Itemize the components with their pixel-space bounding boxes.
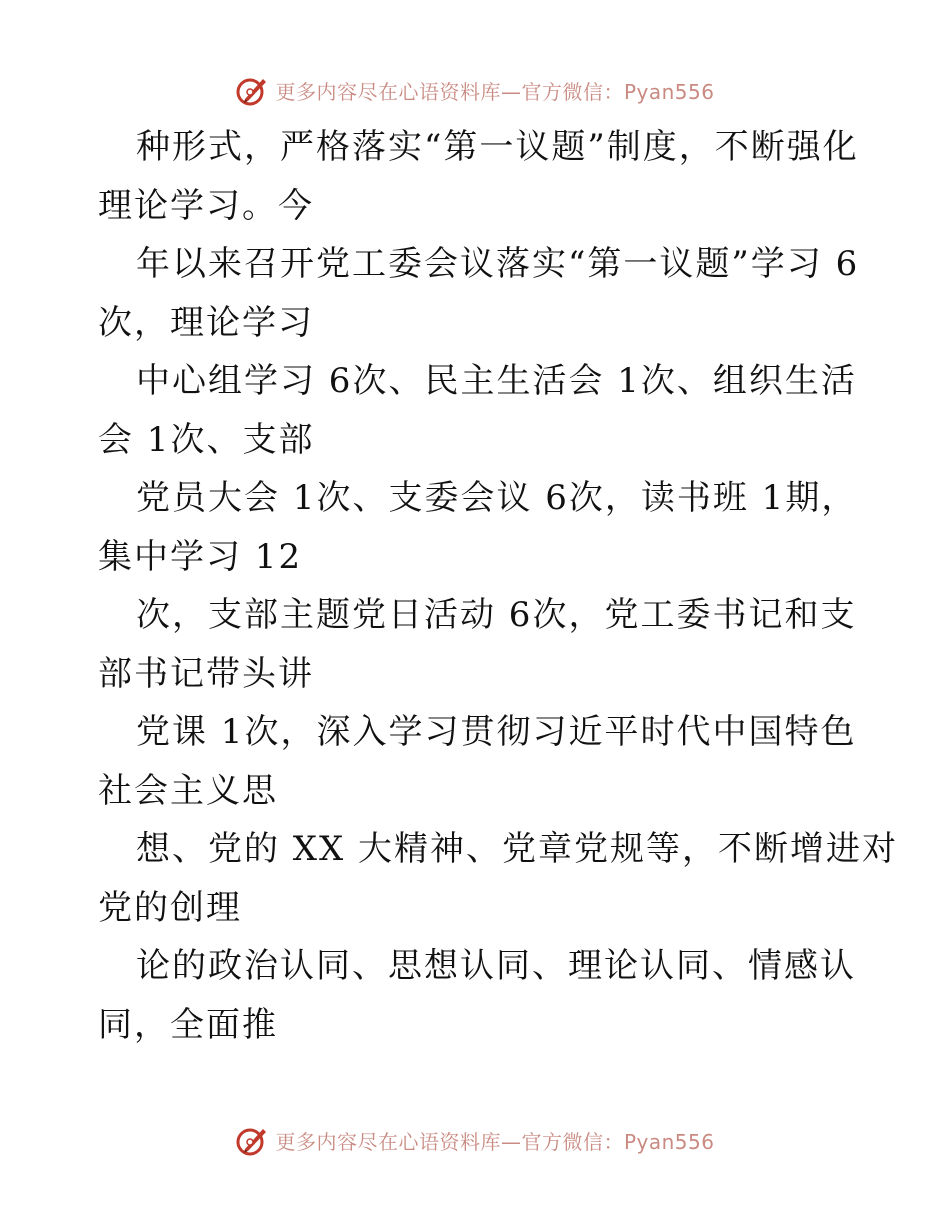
paragraph-line: 次，理论学习 xyxy=(98,302,314,343)
paragraph-line: 理论学习。今 xyxy=(98,185,314,226)
paragraph-line: 次，支部主题党日活动 6次，党工委书记和支 xyxy=(136,595,857,635)
document-body xyxy=(98,118,899,1054)
paragraph xyxy=(98,235,858,352)
header-banner-text: 更多内容尽在心语资料库—官方微信：Pyan556 xyxy=(275,79,715,104)
paragraph-line: 会 1次、支部 xyxy=(98,419,315,460)
paragraph xyxy=(98,820,899,937)
paragraph-line: 党的创理 xyxy=(98,887,242,928)
quill-pen-logo-icon xyxy=(235,1123,269,1157)
footer-banner-text: 更多内容尽在心语资料库—官方微信：Pyan556 xyxy=(275,1129,715,1154)
paragraph xyxy=(98,586,858,703)
paragraph-line: 社会主义思 xyxy=(98,770,278,811)
quill-pen-logo-icon xyxy=(235,73,269,107)
paragraph-line: 论的政治认同、思想认同、理论认同、情感认 xyxy=(136,946,856,986)
paragraph xyxy=(98,469,858,586)
paragraph-line: 想、党的 XX 大精神、党章党规等，不断增进对 xyxy=(136,829,899,869)
footer-banner xyxy=(0,1120,950,1160)
paragraph-line: 中心组学习 6次、民主生活会 1次、组织生活 xyxy=(136,361,857,401)
paragraph-line: 党课 1次，深入学习贯彻习近平时代中国特色 xyxy=(136,712,857,752)
paragraph xyxy=(98,352,858,469)
paragraph-line: 集中学习 12 xyxy=(98,536,303,577)
header-banner xyxy=(0,70,950,110)
paragraph-line: 种形式，严格落实“第一议题”制度，不断强化 xyxy=(136,127,859,167)
paragraph-line: 部书记带头讲 xyxy=(98,653,314,694)
paragraph xyxy=(98,118,858,235)
paragraph-line: 年以来召开党工委会议落实“第一议题”学习 6 xyxy=(136,244,860,284)
paragraph xyxy=(98,703,858,820)
paragraph-line: 同，全面推 xyxy=(98,1004,278,1045)
paragraph-line: 党员大会 1次、支委会议 6次，读书班 1期， xyxy=(136,478,858,518)
paragraph xyxy=(98,937,858,1054)
